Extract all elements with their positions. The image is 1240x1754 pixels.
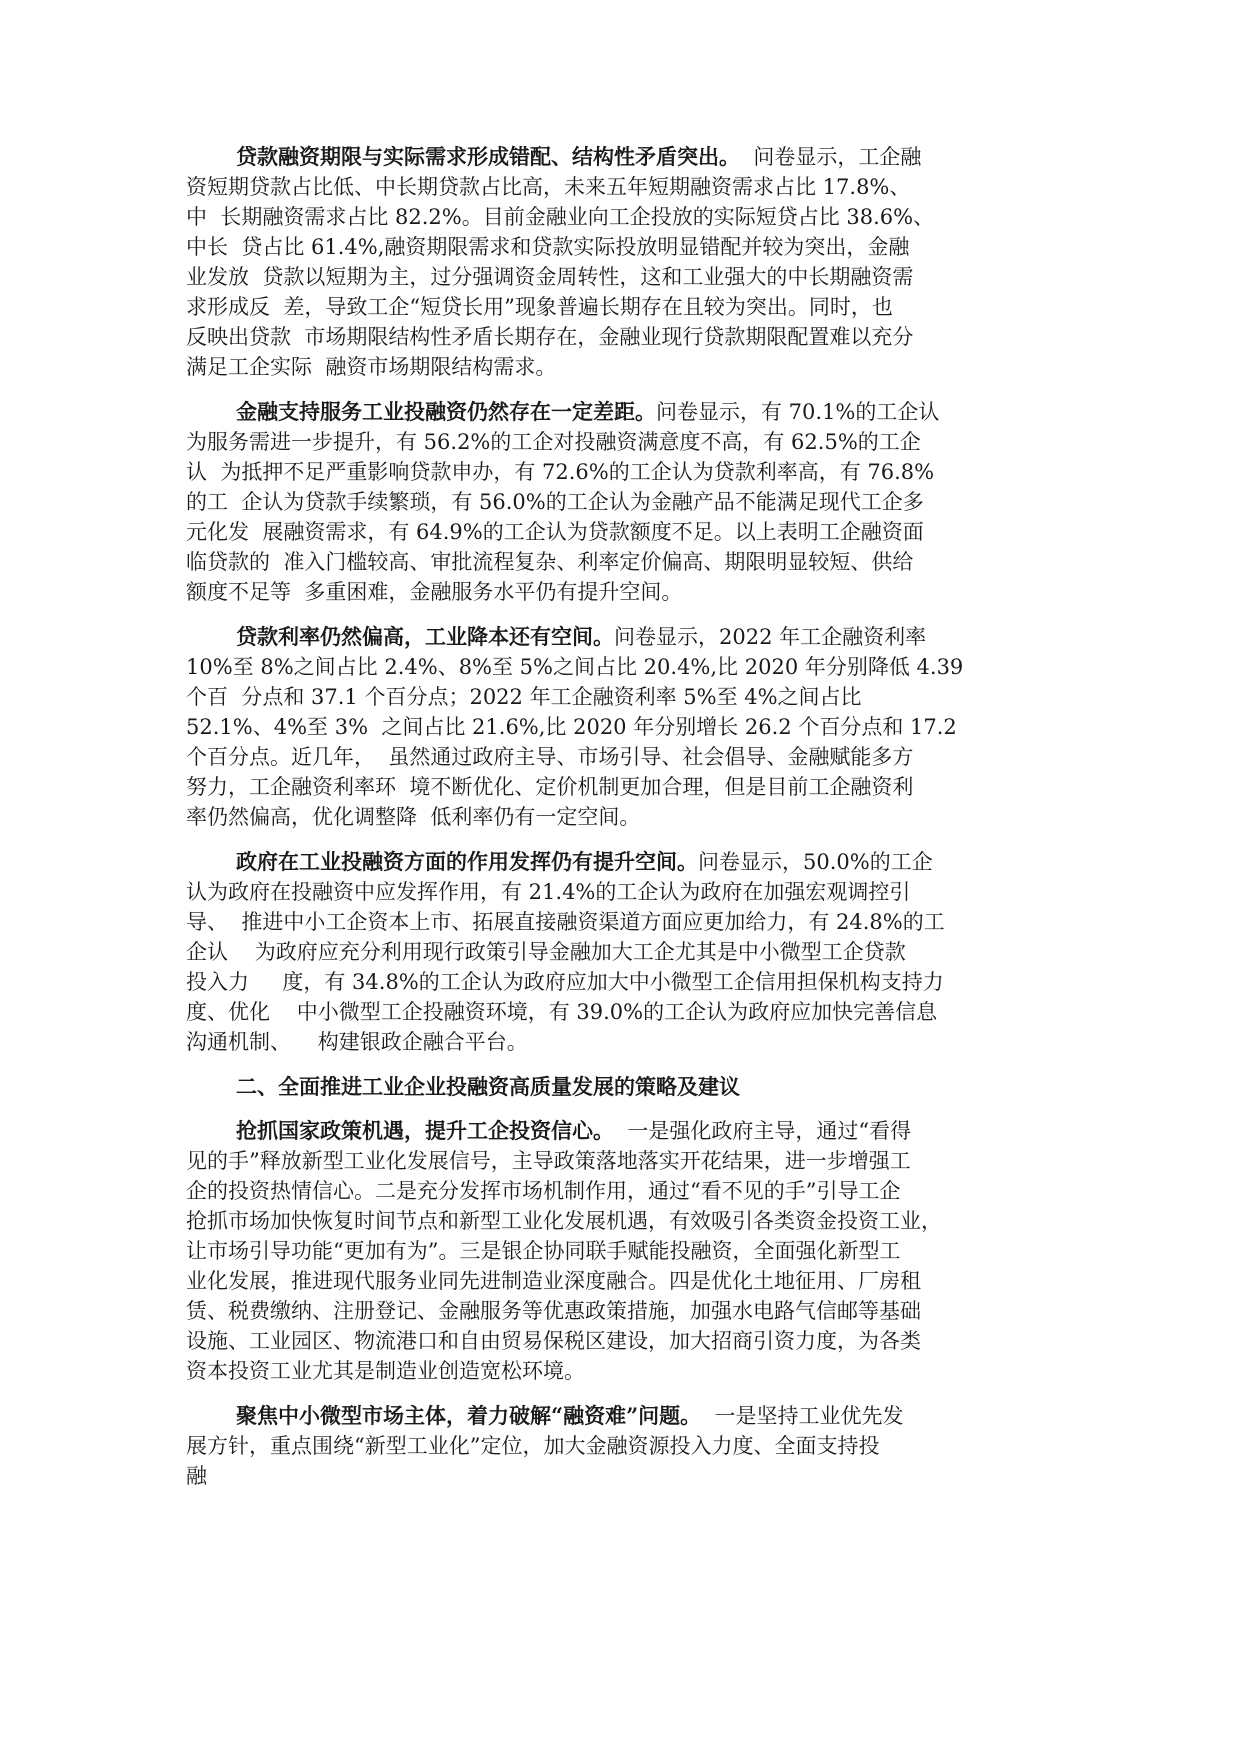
paragraph-line: 让市场引导功能“更加有为”。三是银企协同联手赋能投融资，全面强化新型工	[186, 1239, 901, 1263]
paragraph-loan-term-mismatch	[186, 142, 1046, 382]
paragraph-line: 融	[186, 1464, 207, 1488]
paragraph-line: 额度不足等 多重困难，金融服务水平仍有提升空间。	[186, 580, 683, 604]
paragraph-line: 投入力 度，有 34.8%的工企认为政府应加大中小微型工企信用担保机构支持力	[186, 970, 944, 994]
paragraph-first-line	[186, 847, 1046, 877]
paragraph-line: 沟通机制、 构建银政企融合平台。	[186, 1030, 528, 1054]
paragraph-text: 问卷显示，工企融	[740, 145, 922, 169]
paragraph-line: 赁、税费缴纳、注册登记、金融服务等优惠政策措施，加强水电路气信邮等基础	[186, 1299, 921, 1323]
paragraph-lead: 聚焦中小微型市场主体，着力破解“融资难”问题。	[236, 1403, 702, 1428]
paragraph-line: 满足工企实际 融资市场期限结构需求。	[186, 355, 557, 379]
paragraph-lead: 政府在工业投融资方面的作用发挥仍有提升空间。	[236, 849, 698, 874]
paragraph-line: 52.1%、4%至 3% 之间占比 21.6%,比 2020 年分别增长 26.2 个百分点和 17.2	[186, 715, 957, 739]
paragraph-text: 问卷显示，有 70.1%的工企认	[656, 400, 940, 424]
paragraph-text: 问卷显示，2022 年工企融资利率	[614, 625, 927, 649]
paragraph-line: 元化发 展融资需求，有 64.9%的工企认为贷款额度不足。以上表明工企融资面	[186, 520, 924, 544]
paragraph-first-line	[186, 622, 1046, 652]
paragraph-line: 资短期贷款占比低、中长期贷款占比高，未来五年短期融资需求占比 17.8%、	[186, 175, 911, 199]
paragraph-lead: 贷款融资期限与实际需求形成错配、结构性矛盾突出。	[236, 144, 740, 169]
paragraph-line: 业发放 贷款以短期为主，过分强调资金周转性，这和工业强大的中长期融资需	[186, 265, 914, 289]
paragraph-first-line	[186, 397, 1046, 427]
paragraph-first-line	[186, 1116, 1046, 1146]
paragraph-small-business-financing	[186, 1401, 1046, 1491]
paragraph-government-role	[186, 847, 1046, 1057]
paragraph-line: 为服务需进一步提升，有 56.2%的工企对投融资满意度不高，有 62.5%的工企	[186, 430, 921, 454]
paragraph-line: 认 为抵押不足严重影响贷款申办，有 72.6%的工企认为贷款利率高，有 76.8%	[186, 460, 935, 484]
paragraph-text: 问卷显示，50.0%的工企	[698, 850, 933, 874]
paragraph-line: 个百 分点和 37.1 个百分点；2022 年工企融资利率 5%至 4%之间占比	[186, 685, 862, 709]
paragraph-line: 展方针，重点围绕“新型工业化”定位，加大金融资源投入力度、全面支持投	[186, 1434, 880, 1458]
paragraph-line: 资本投资工业尤其是制造业创造宽松环境。	[186, 1359, 585, 1383]
paragraph-line: 设施、工业园区、物流港口和自由贸易保税区建设，加大招商引资力度，为各类	[186, 1329, 921, 1353]
document-body	[186, 142, 1046, 1506]
paragraph-line: 度、优化 中小微型工企投融资环境，有 39.0%的工企认为政府应加快完善信息	[186, 1000, 938, 1024]
paragraph-line: 的工 企认为贷款手续繁琐，有 56.0%的工企认为金融产品不能满足现代工企多	[186, 490, 924, 514]
paragraph-line: 抢抓市场加快恢复时间节点和新型工业化发展机遇，有效吸引各类资金投资工业，	[186, 1209, 942, 1233]
paragraph-line: 企认 为政府应充分利用现行政策引导金融加大工企尤其是中小微型工企贷款	[186, 940, 906, 964]
paragraph-financial-service-gap	[186, 397, 1046, 607]
paragraph-first-line	[186, 1401, 1046, 1431]
paragraph-interest-rate	[186, 622, 1046, 832]
paragraph-first-line	[186, 142, 1046, 172]
paragraph-line: 率仍然偏高，优化调整降 低利率仍有一定空间。	[186, 805, 641, 829]
paragraph-line: 临贷款的 准入门槛较高、审批流程复杂、利率定价偏高、期限明显较短、供给	[186, 550, 914, 574]
paragraph-line: 中 长期融资需求占比 82.2%。目前金融业向工企投放的实际短贷占比 38.6%、	[186, 205, 935, 229]
paragraph-line: 努力，工企融资利率环 境不断优化、定价机制更加合理，但是目前工企融资利	[186, 775, 914, 799]
paragraph-lead: 抢抓国家政策机遇，提升工企投资信心。	[236, 1118, 614, 1143]
paragraph-line: 导、 推进中小工企资本上市、拓展直接融资渠道方面应更加给力，有 24.8%的工	[186, 910, 945, 934]
paragraph-line: 见的手”释放新型工业化发展信号，主导政策落地落实开花结果，进一步增强工	[186, 1149, 911, 1173]
section-heading: 二、全面推进工业企业投融资高质量发展的策略及建议	[236, 1074, 740, 1099]
paragraph-line: 认为政府在投融资中应发挥作用，有 21.4%的工企认为政府在加强宏观调控引	[186, 880, 911, 904]
paragraph-lead: 金融支持服务工业投融资仍然存在一定差距。	[236, 399, 656, 424]
paragraph-policy-opportunity	[186, 1116, 1046, 1386]
paragraph-line: 企的投资热情信心。二是充分发挥市场机制作用，通过“看不见的手”引导工企	[186, 1179, 901, 1203]
paragraph-line: 求形成反 差，导致工企“短贷长用”现象普遍长期存在且较为突出。同时，也	[186, 295, 893, 319]
paragraph-text: 一是强化政府主导，通过“看得	[614, 1119, 912, 1143]
paragraph-lead: 贷款利率仍然偏高，工业降本还有空间。	[236, 624, 614, 649]
paragraph-line: 个百分点。近几年， 虽然通过政府主导、市场引导、社会倡导、金融赋能多方	[186, 745, 914, 769]
paragraph-line: 10%至 8%之间占比 2.4%、8%至 5%之间占比 20.4%,比 2020 年分别降低 4.39	[186, 655, 964, 679]
paragraph-line: 业化发展，推进现代服务业同先进制造业深度融合。四是优化土地征用、厂房租	[186, 1269, 921, 1293]
paragraph-line: 反映出贷款 市场期限结构性矛盾长期存在，金融业现行贷款期限配置难以充分	[186, 325, 914, 349]
paragraph-line: 中长 贷占比 61.4%,融资期限需求和贷款实际投放明显错配并较为突出，金融	[186, 235, 910, 259]
paragraph-text: 一是坚持工业优先发	[701, 1404, 904, 1428]
